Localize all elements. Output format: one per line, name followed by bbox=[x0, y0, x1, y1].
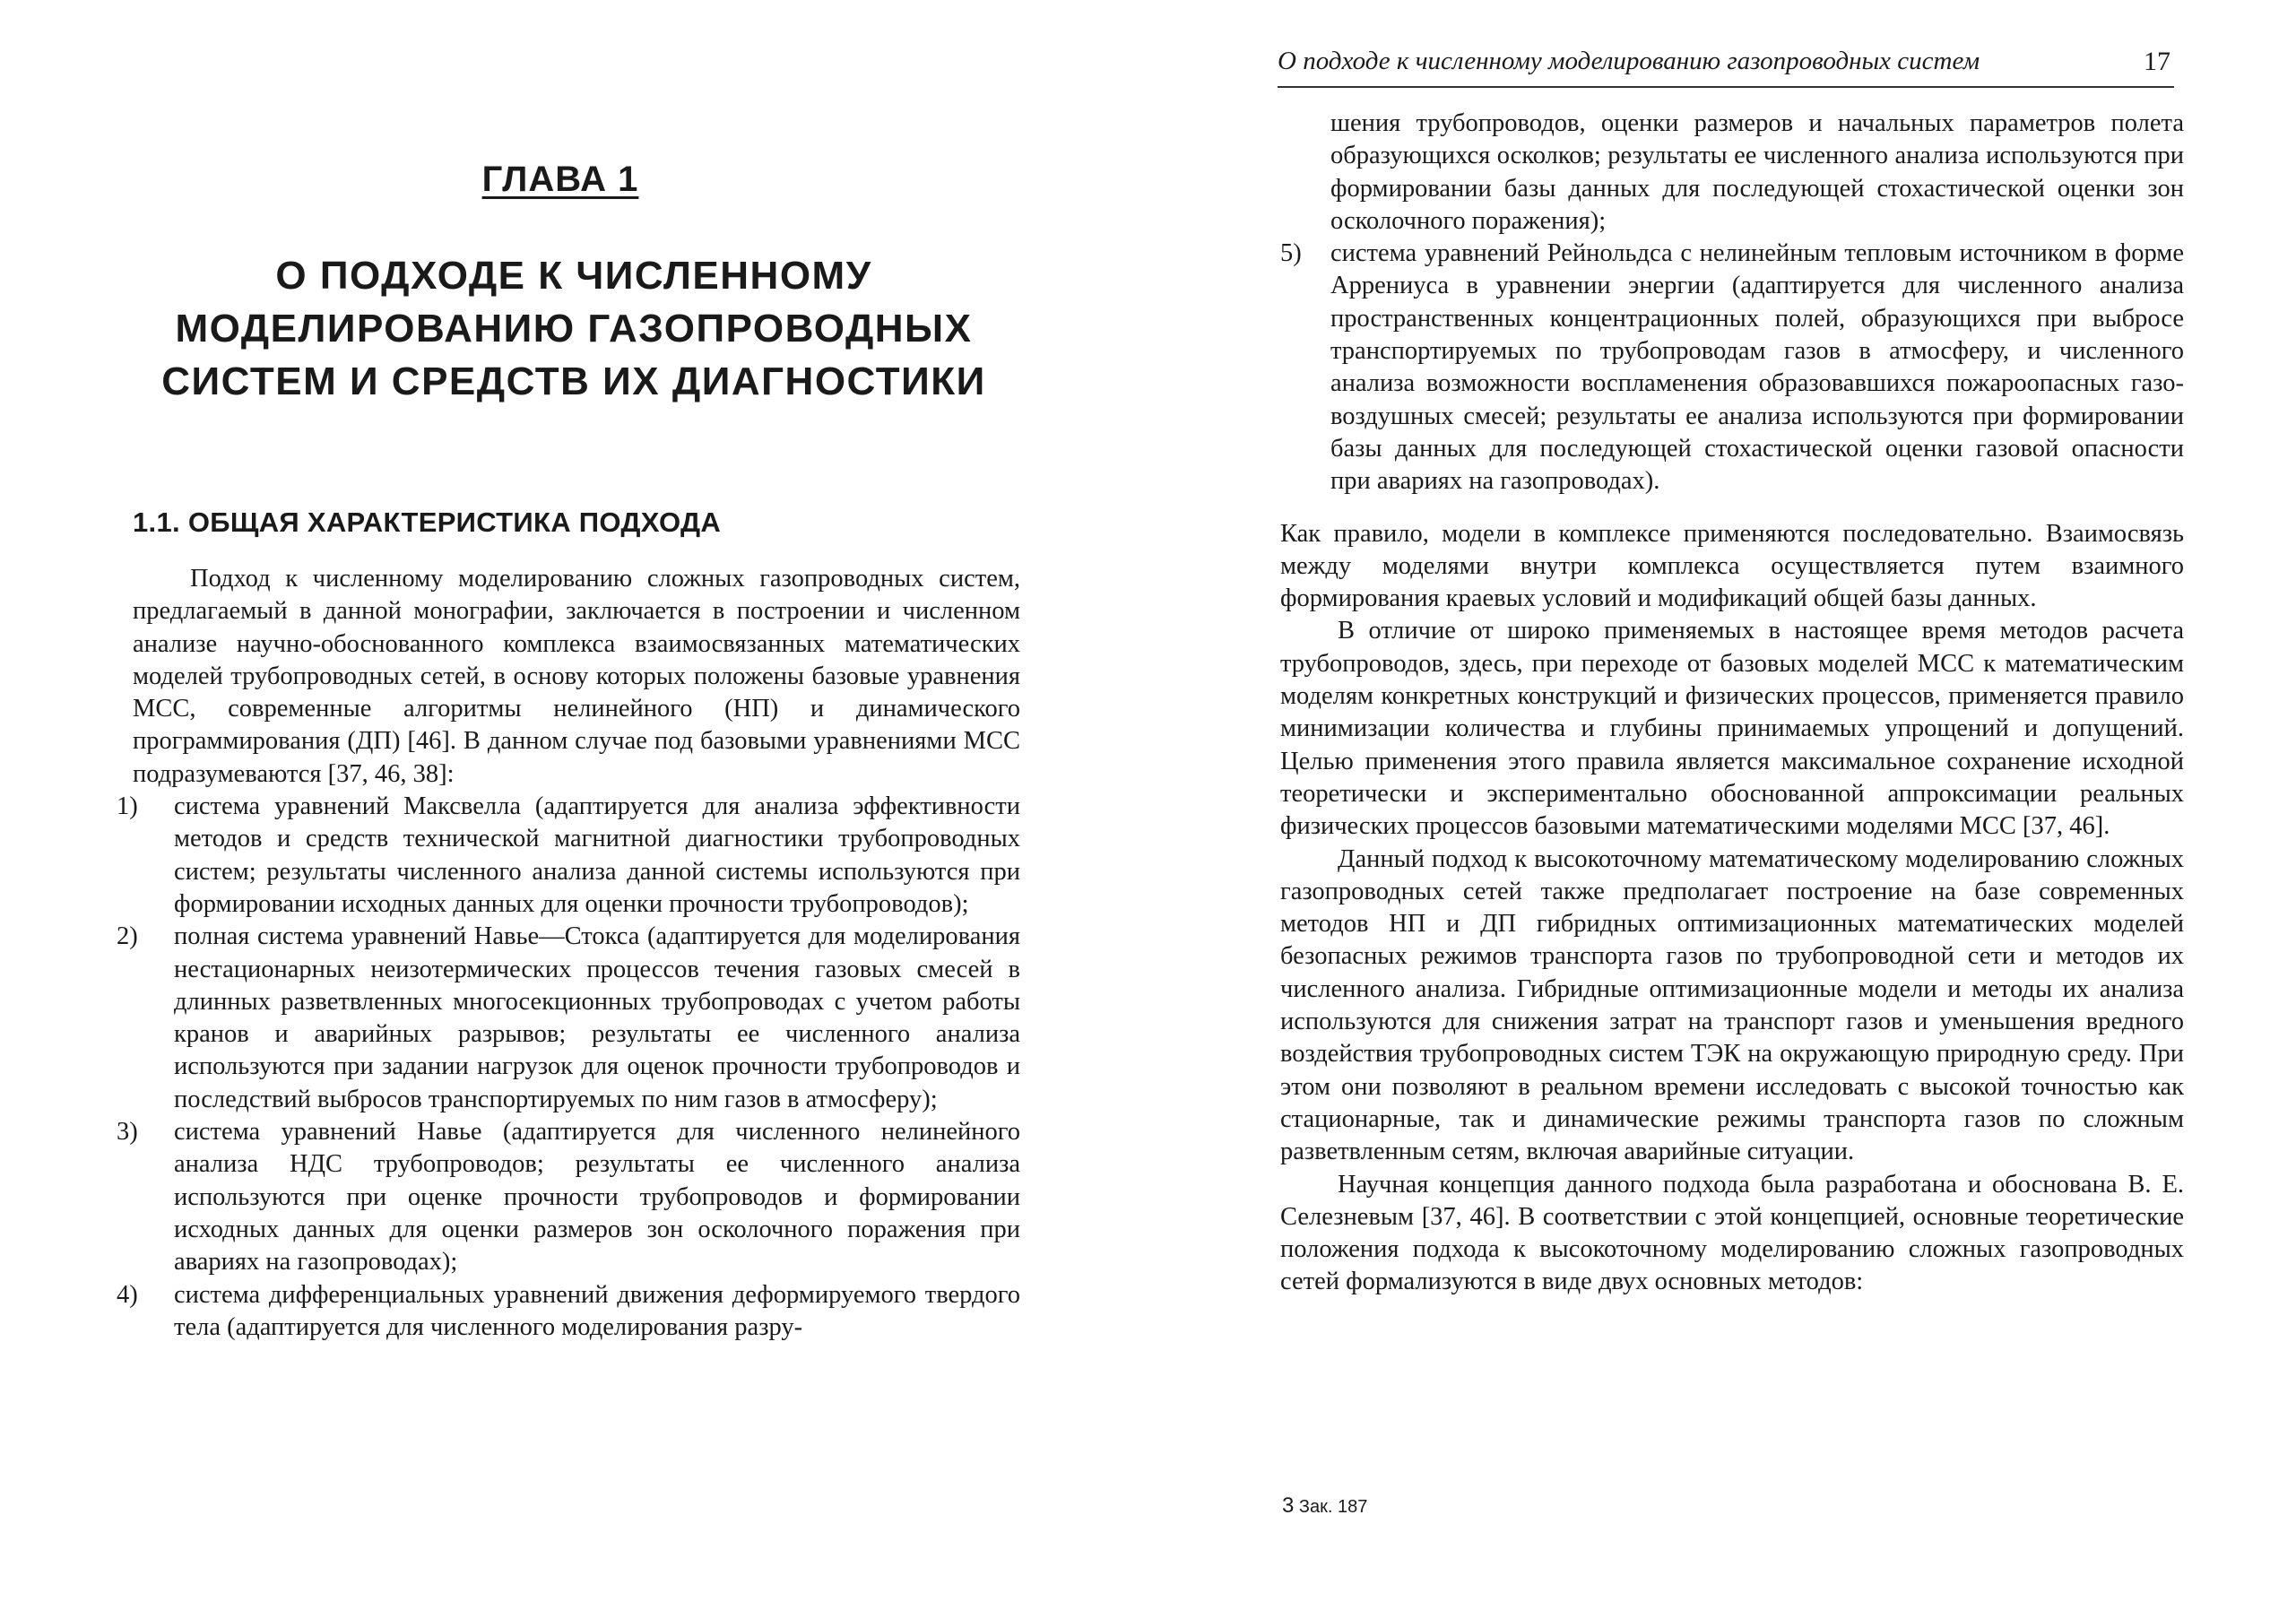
chapter-title-line: МОДЕЛИРОВАНИЮ ГАЗОПРОВОДНЫХ bbox=[175, 307, 973, 351]
list-item-number: 1) bbox=[117, 792, 138, 821]
right-body-text bbox=[1280, 108, 2184, 1299]
body-paragraph: Данный подход к высокоточному математическому моделированию сложных газопроводных сетей также предполагает построение на базе современных методов НП и ДП гибридных оптимизационных математических моделей безопасных режимов транспорта газов по трубопроводной сети и методов их численного анализа. Гибридные оптимизационные модели и методы их анализа используются для снижения затрат на транспорт газов и уменьшения вредного воздействия трубопроводных систем ТЭК на окружающую природную среду. При этом они позволяют в реальном времени исследовать с высокой точностью как стационарные, так и динамические режимы транспорта газов по сложным разветвленным сетям, включая аварийные ситуации. bbox=[1280, 844, 2184, 1166]
left-body-text bbox=[117, 563, 1020, 1344]
chapter-title-line: О ПОДХОДЕ К ЧИСЛЕННОМУ bbox=[275, 254, 872, 298]
list-item-text: система уравнений Навье (адаптируется для численного нелинейного анализа НДС трубопроводов; результаты ее численного анализа используются при оценке прочности трубопроводов и формировании исходных данных для оценки размеров зон осколочного поражения при авариях на газопроводах); bbox=[174, 1118, 1020, 1277]
list-item-text: система уравнений Рейнольдса с нелинейным тепловым источником в форме Аррениуса в уравнении энергии (адаптируется для численного анализа пространственных концентрационных полей, образующихся при выбросе транспортируемых по трубопроводам газов в атмосферу, и численного анализа возможности воспламенения образовавшихся пожароопасных газо-воздушных смесей; результаты ее анализа используются при формировании базы данных для последующей стохастической оценки газовой опасности при авариях на газопроводах). bbox=[1330, 239, 2184, 496]
running-title: О подходе к численному моделированию газопроводных систем bbox=[1278, 47, 1980, 75]
list-item bbox=[1280, 238, 2184, 498]
section-heading: 1.1. ОБЩАЯ ХАРАКТЕРИСТИКА ПОДХОДА bbox=[133, 506, 722, 538]
list-item-number: 2) bbox=[117, 922, 138, 951]
list-item-text: система уравнений Максвелла (адаптируется для анализа эффективности методов и средств технической магнитной диагностики трубопроводных систем; результаты численного анализа данной системы используются при формировании исходных данных для оценки прочности трубопроводов); bbox=[174, 792, 1020, 918]
chapter-title bbox=[126, 249, 1022, 408]
page-number: 17 bbox=[2144, 47, 2170, 76]
chapter-label bbox=[0, 160, 1148, 200]
chapter-label-text: ГЛАВА 1 bbox=[481, 160, 639, 199]
list-item-number: 4) bbox=[117, 1280, 138, 1309]
list-item-text: полная система уравнений Навье—Стокса (адаптируется для моделирования нестационарных неизотермических процессов течения газовых смесей в длинных разветвленных многосекционных трубопроводах с учетом работы кранов и аварийных разрывов; результаты ее численного анализа используются при задании нагрузок для оценок прочности трубопроводов и последствий выбросов транспортируемых по ним газов в атмосферу); bbox=[174, 922, 1020, 1113]
paragraph-gap bbox=[1280, 498, 2184, 518]
body-paragraph: Как правило, модели в комплексе применяются последовательно. Взаимосвязь между моделями внутри комплекса осуществляется путем взаимного формирования краевых условий и модификаций общей базы данных. bbox=[1280, 519, 2184, 613]
body-paragraph: Научная концепция данного подхода была разработана и обоснована В. Е. Селезневым [37, 46]. В соответствии с этой концепцией, основные теоретические положения подхода к высокоточному моделированию сложных газопроводных сетей формализуются в виде двух основных методов: bbox=[1280, 1170, 2184, 1296]
list-item-text: система дифференциальных уравнений движения деформируемого твердого тела (адаптируется для численного моделирования разру- bbox=[174, 1280, 1020, 1341]
list-item bbox=[117, 1116, 1020, 1278]
print-mark-number: 3 bbox=[1282, 1493, 1295, 1518]
right-page bbox=[1148, 0, 2296, 1610]
list-item-number: 3) bbox=[117, 1118, 138, 1147]
chapter-title-line: СИСТЕМ И СРЕДСТВ ИХ ДИАГНОСТИКИ bbox=[161, 359, 986, 403]
intro-paragraph: Подход к численному моделированию сложных газопроводных систем, предлагаемый в данной монографии, заключается в построении и численном анализе научно-обоснованного комплекса взаимосвязанных математических моделей трубопроводных сетей, в основу которых положены базовые уравнения МСС, современные алгоритмы нелинейного (НП) и динамического программирования (ДП) [46]. В данном случае под базовыми уравнениями МСС подразумеваются [37, 46, 38]: bbox=[133, 565, 1020, 788]
list-item-number: 5) bbox=[1280, 239, 1302, 268]
list-item bbox=[117, 1279, 1020, 1345]
print-mark-text: Зак. 187 bbox=[1298, 1497, 1368, 1517]
running-head bbox=[1278, 47, 2174, 88]
body-paragraph: В отличие от широко применяемых в настоящее время методов расчета трубопроводов, здесь, при переходе от базовых моделей МСС к математическим моделям конкретных конструкций и физических процессов, применяется правило минимизации количества и глубины принимаемых упрощений и допущений. Целью применения этого правила является максимальное сохранение исходной теоретически и экспериментально обоснованной аппроксимации реальных физических процессов базовыми математическими моделями МСС [37, 46]. bbox=[1280, 617, 2184, 841]
list-item bbox=[117, 791, 1020, 921]
list-continuation: шения трубопроводов, оценки размеров и начальных параметров полета образующихся осколков; результаты ее численного анализа используются при формировании базы данных для последующей стохастической оценки зон осколочного поражения); bbox=[1330, 109, 2184, 235]
list-item bbox=[117, 921, 1020, 1116]
printer-signature-mark bbox=[1282, 1493, 1367, 1519]
